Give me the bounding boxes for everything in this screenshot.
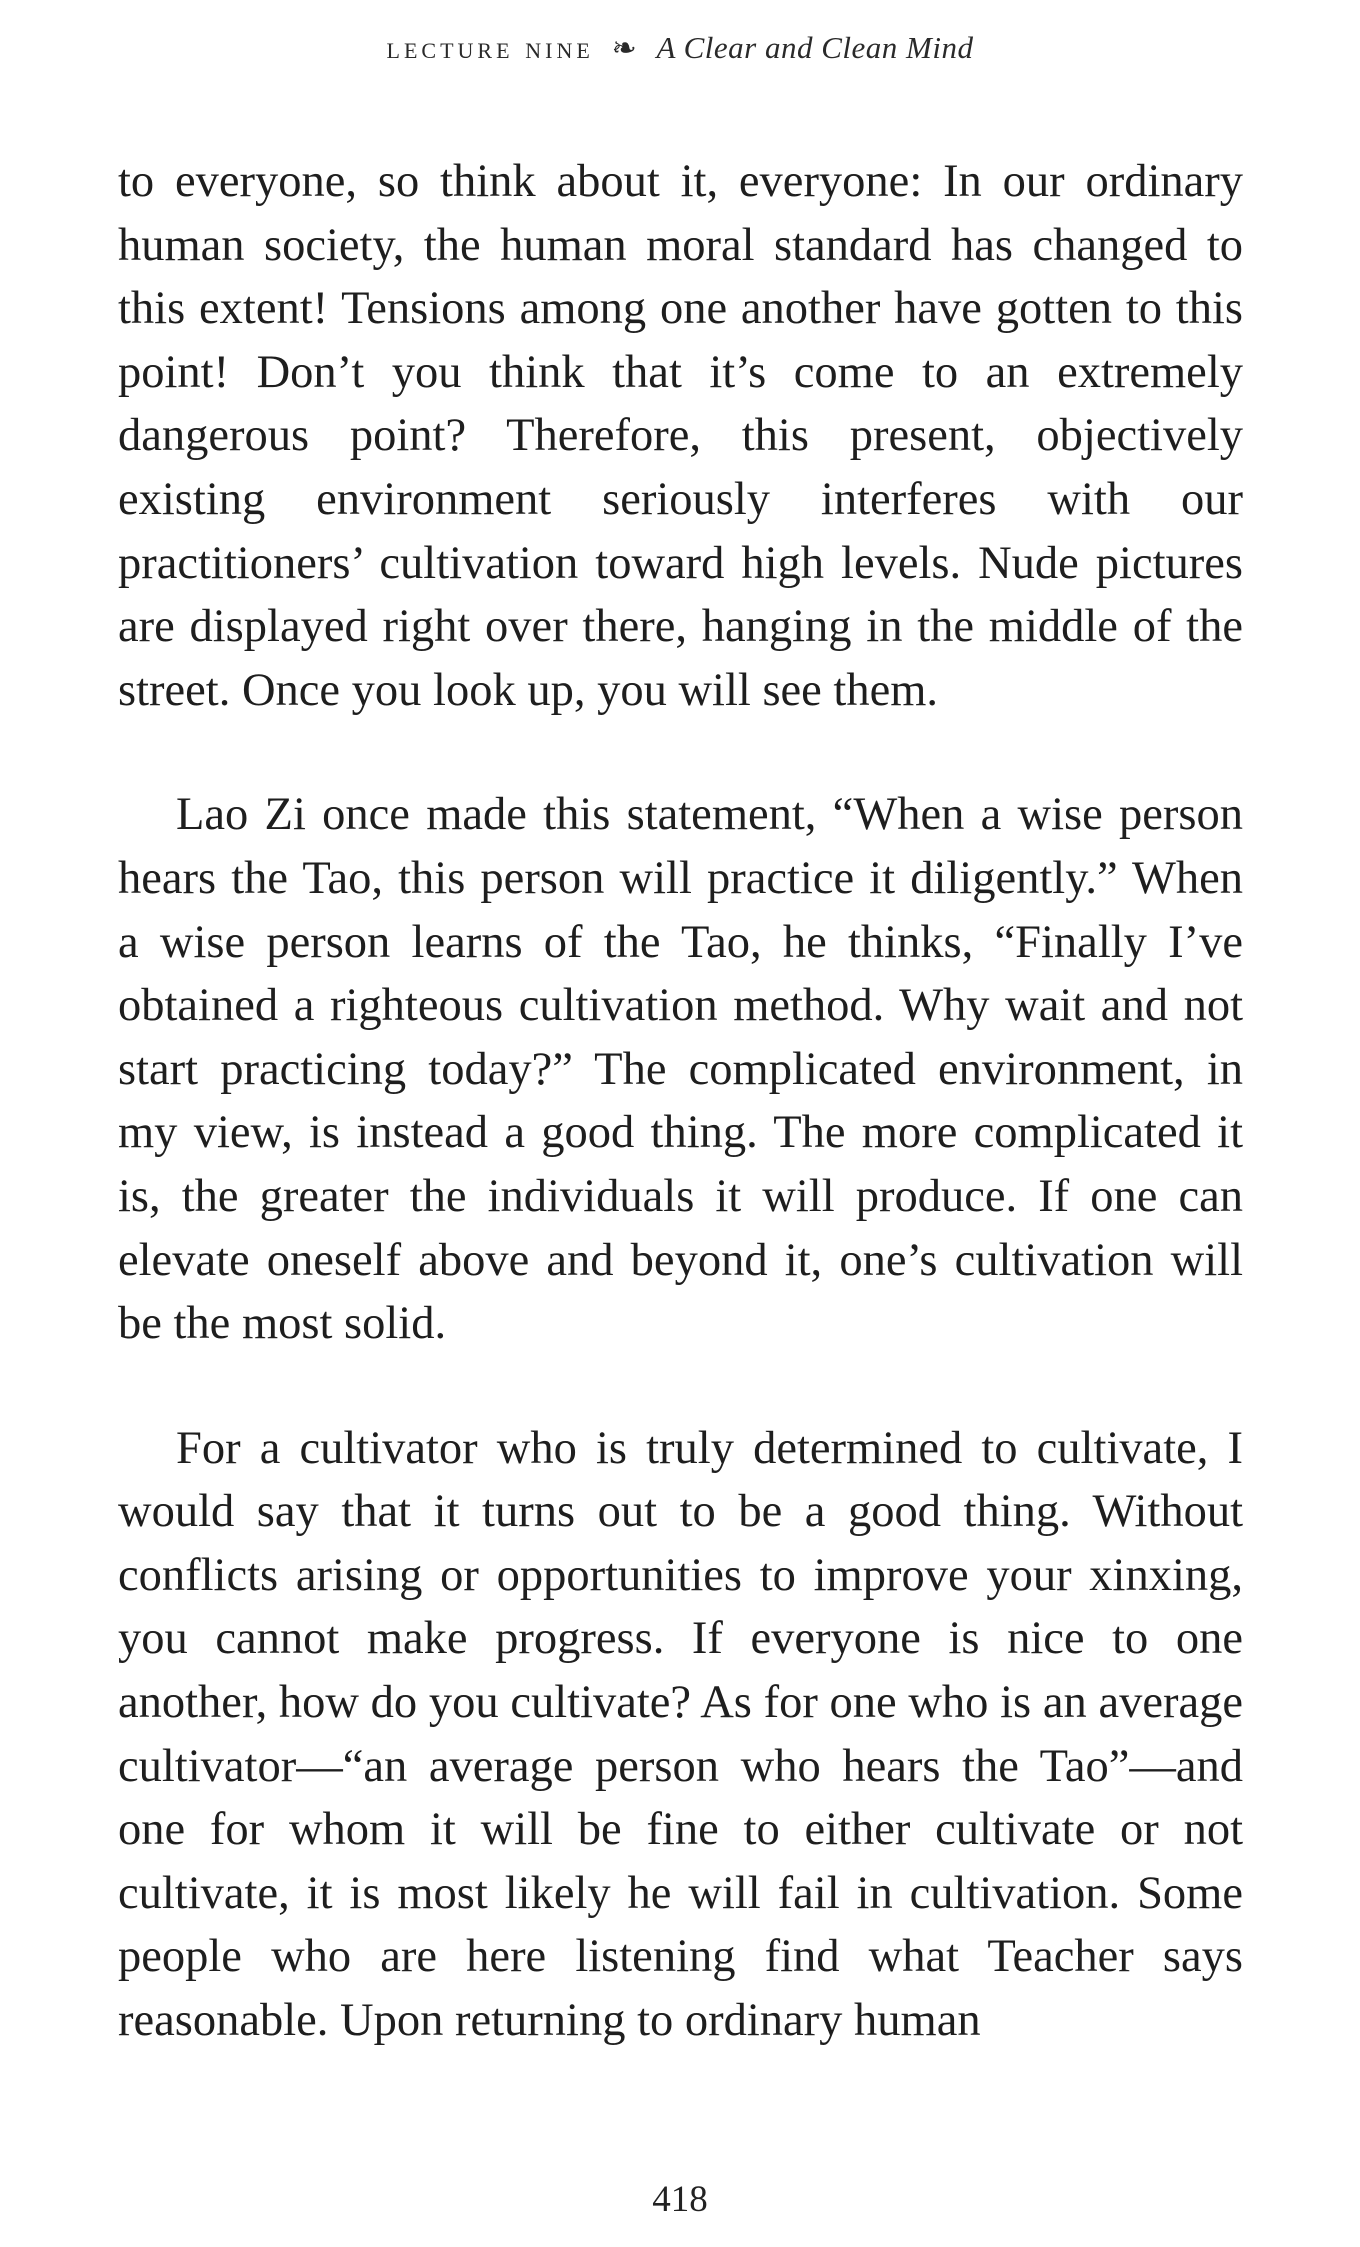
paragraph-1: to everyone, so think about it, everyone: In our ordinary human society, the human moral standard has changed to this extent! Tensions among one another have gotten to this point! Don’t you think that it’s come to an extremely dangerous point? Therefore, this present, objectively existing environment seriously interferes with our practitioners’ cultivation toward high levels. Nude pictures are displayed right over there, hanging in the middle of the street. Once you look up, you will see them. <box>118 156 1243 716</box>
paragraph-2: Lao Zi once made this statement, “When a wise person hears the Tao, this person will practice it diligently.” When a wise person learns of the Tao, he thinks, “Finally I’ve obtained a righteous cultivation method. Why wait and not start practicing today?” The complicated environment, in my view, is instead a good thing. The more complicated it is, the greater the individuals it will produce. If one can elevate oneself above and beyond it, one’s cultivation will be the most solid. <box>118 789 1243 1350</box>
paragraph-3: For a cultivator who is truly determined to cultivate, I would say that it turns out to be a good thing. Without conflicts arising or opportunities to improve your xinxing, you cannot make progress. If everyone is nice to one another, how do you cultivate? As for one who is an average cultivator—“an average person who hears the Tao”—and one for whom it will be fine to either cultivate or not cultivate, it is most likely he will fail in cultivation. Some people who are here listening find what Teacher says reasonable. Upon returning to ordinary human <box>118 1422 1243 2047</box>
running-header <box>0 26 1360 71</box>
lecture-label: lecture nine <box>386 30 594 65</box>
chapter-title: A Clear and Clean Mind <box>656 30 974 65</box>
body-text <box>118 150 1243 2053</box>
page-number: 418 <box>652 2179 708 2220</box>
fleuron-icon: ❧ <box>611 32 637 65</box>
